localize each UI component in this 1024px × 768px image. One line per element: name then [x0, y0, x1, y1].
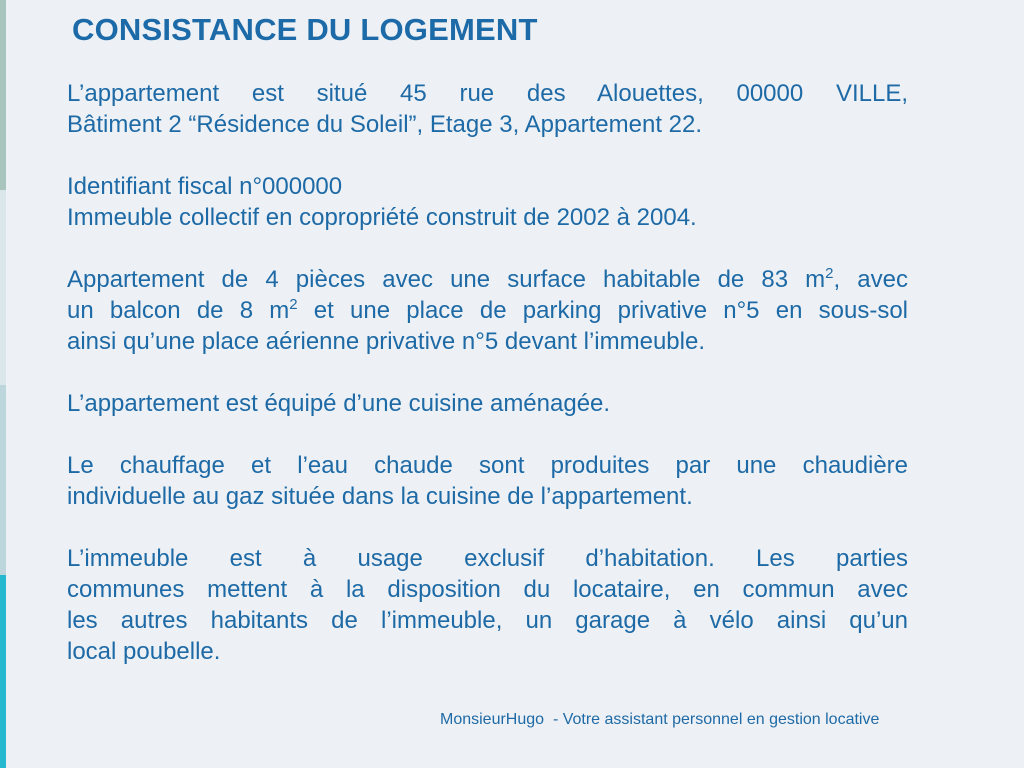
text-line: ainsi qu’une place aérienne privative n°5 devant l’immeuble. — [67, 328, 705, 355]
text-line: Bâtiment 2 “Résidence du Soleil”, Etage 3, Appartement 22. — [67, 111, 703, 138]
edge-segment — [0, 190, 6, 385]
address-paragraph — [67, 78, 908, 140]
page-title: CONSISTANCE DU LOGEMENT — [72, 12, 538, 47]
text-line — [67, 264, 908, 295]
text-line: L’appartement est situé 45 rue des Alouettes, 00000 VILLE, — [67, 80, 908, 107]
text-line: local poubelle. — [67, 638, 221, 665]
footer-tagline: MonsieurHugo - Votre assistant personnel en gestion locative — [440, 711, 880, 728]
text-line: individuelle au gaz située dans la cuisine de l’appartement. — [67, 483, 693, 510]
document-body — [67, 78, 908, 698]
surface-paragraph — [67, 264, 908, 357]
text-line — [67, 295, 908, 326]
kitchen-paragraph — [67, 388, 908, 419]
superscript: 2 — [289, 296, 298, 313]
edge-segment — [0, 385, 6, 575]
text-line: L’immeuble est à usage exclusif d’habitation. Les parties — [67, 545, 908, 572]
superscript: 2 — [825, 265, 834, 282]
text-line: L’appartement est équipé d’une cuisine aménagée. — [67, 390, 611, 417]
common-areas-paragraph — [67, 543, 908, 667]
tax-id-paragraph — [67, 171, 908, 233]
left-edge-decoration — [0, 0, 6, 768]
text-segment: Appartement de 4 pièces avec une surface habitable de 83 m — [67, 266, 826, 293]
heating-paragraph — [67, 450, 908, 512]
text-segment: un balcon de 8 m — [67, 297, 290, 324]
edge-segment — [0, 0, 6, 190]
text-line: Identifiant fiscal n°000000 — [67, 173, 343, 200]
text-line: Immeuble collectif en copropriété construit de 2002 à 2004. — [67, 204, 697, 231]
text-segment: et une place de parking privative n°5 en sous-sol — [297, 297, 909, 324]
text-line: communes mettent à la disposition du locataire, en commun avec — [67, 576, 908, 603]
text-line: Le chauffage et l’eau chaude sont produites par une chaudière — [67, 452, 908, 479]
text-segment: , avec — [833, 266, 908, 293]
edge-segment — [0, 575, 6, 768]
text-line: les autres habitants de l’immeuble, un garage à vélo ainsi qu’un — [67, 607, 908, 634]
